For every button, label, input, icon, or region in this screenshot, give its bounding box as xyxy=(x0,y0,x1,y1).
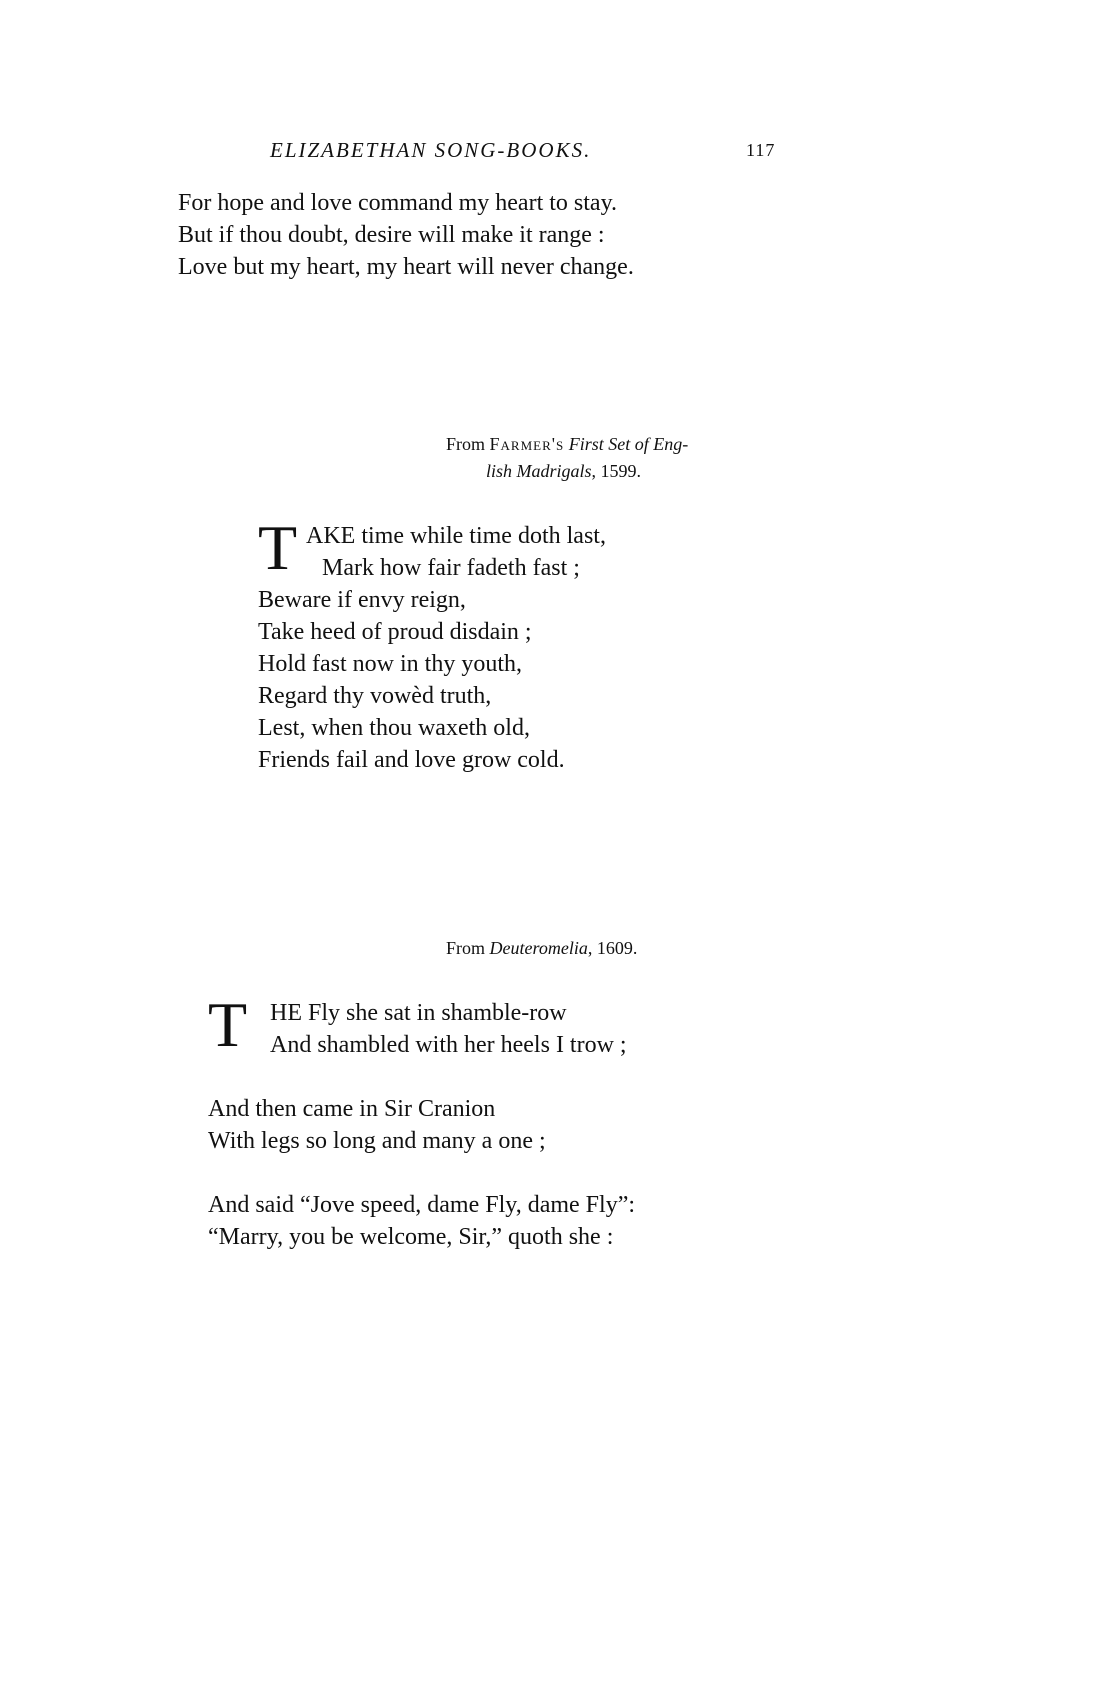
verse-line: And said “Jove speed, dame Fly, dame Fly”: xyxy=(208,1192,636,1218)
verse-line: “Marry, you be welcome, Sir,” quoth she : xyxy=(208,1224,614,1250)
attribution-prefix: From xyxy=(446,938,486,958)
verse-line: HE Fly she sat in shamble-row xyxy=(270,1000,567,1026)
verse-line: With legs so long and many a one ; xyxy=(208,1128,546,1154)
verse-line: But if thou doubt, desire will make it range : xyxy=(178,222,605,248)
poem2-attribution xyxy=(446,935,637,962)
stanza xyxy=(208,1189,635,1253)
verse-line: AKE time while time doth last, xyxy=(306,523,606,549)
verse-line: Friends fail and love grow cold. xyxy=(258,747,565,773)
verse-line: And shambled with her heels I trow ; xyxy=(270,1032,627,1058)
verse-line: Mark how fair fadeth fast ; xyxy=(322,555,580,581)
page-number: 117 xyxy=(746,140,776,160)
poem1-attribution xyxy=(446,431,688,485)
poem-body xyxy=(258,584,565,776)
verse-line: For hope and love command my heart to stay. xyxy=(178,190,618,216)
attribution-year: , 1599. xyxy=(591,461,642,481)
drop-cap: T xyxy=(208,989,248,1060)
attribution-line-2 xyxy=(446,458,688,485)
attribution-author: Farmer's xyxy=(489,434,565,454)
attribution-title-cont: lish Madrigals xyxy=(486,461,592,481)
continuation-stanza xyxy=(178,187,634,283)
verse-line: And then came in Sir Cranion xyxy=(208,1096,496,1122)
attribution-title: First Set of Eng- xyxy=(568,434,689,454)
verse-line: Take heed of proud disdain ; xyxy=(258,619,532,645)
verse-line: Regard thy vowèd truth, xyxy=(258,683,492,709)
verse-line: Hold fast now in thy youth, xyxy=(258,651,522,677)
verse-line: Beware if envy reign, xyxy=(258,587,466,613)
attribution-prefix: From xyxy=(446,434,486,454)
drop-cap: T xyxy=(258,512,298,583)
verse-line: Love but my heart, my heart will never change. xyxy=(178,254,634,280)
stanza xyxy=(208,1093,546,1157)
attribution-title: Deuteromelia xyxy=(489,938,588,958)
attribution-year: , 1609. xyxy=(587,938,638,958)
verse-line: Lest, when thou waxeth old, xyxy=(258,715,530,741)
running-title: ELIZABETHAN SONG-BOOKS. xyxy=(270,138,592,162)
